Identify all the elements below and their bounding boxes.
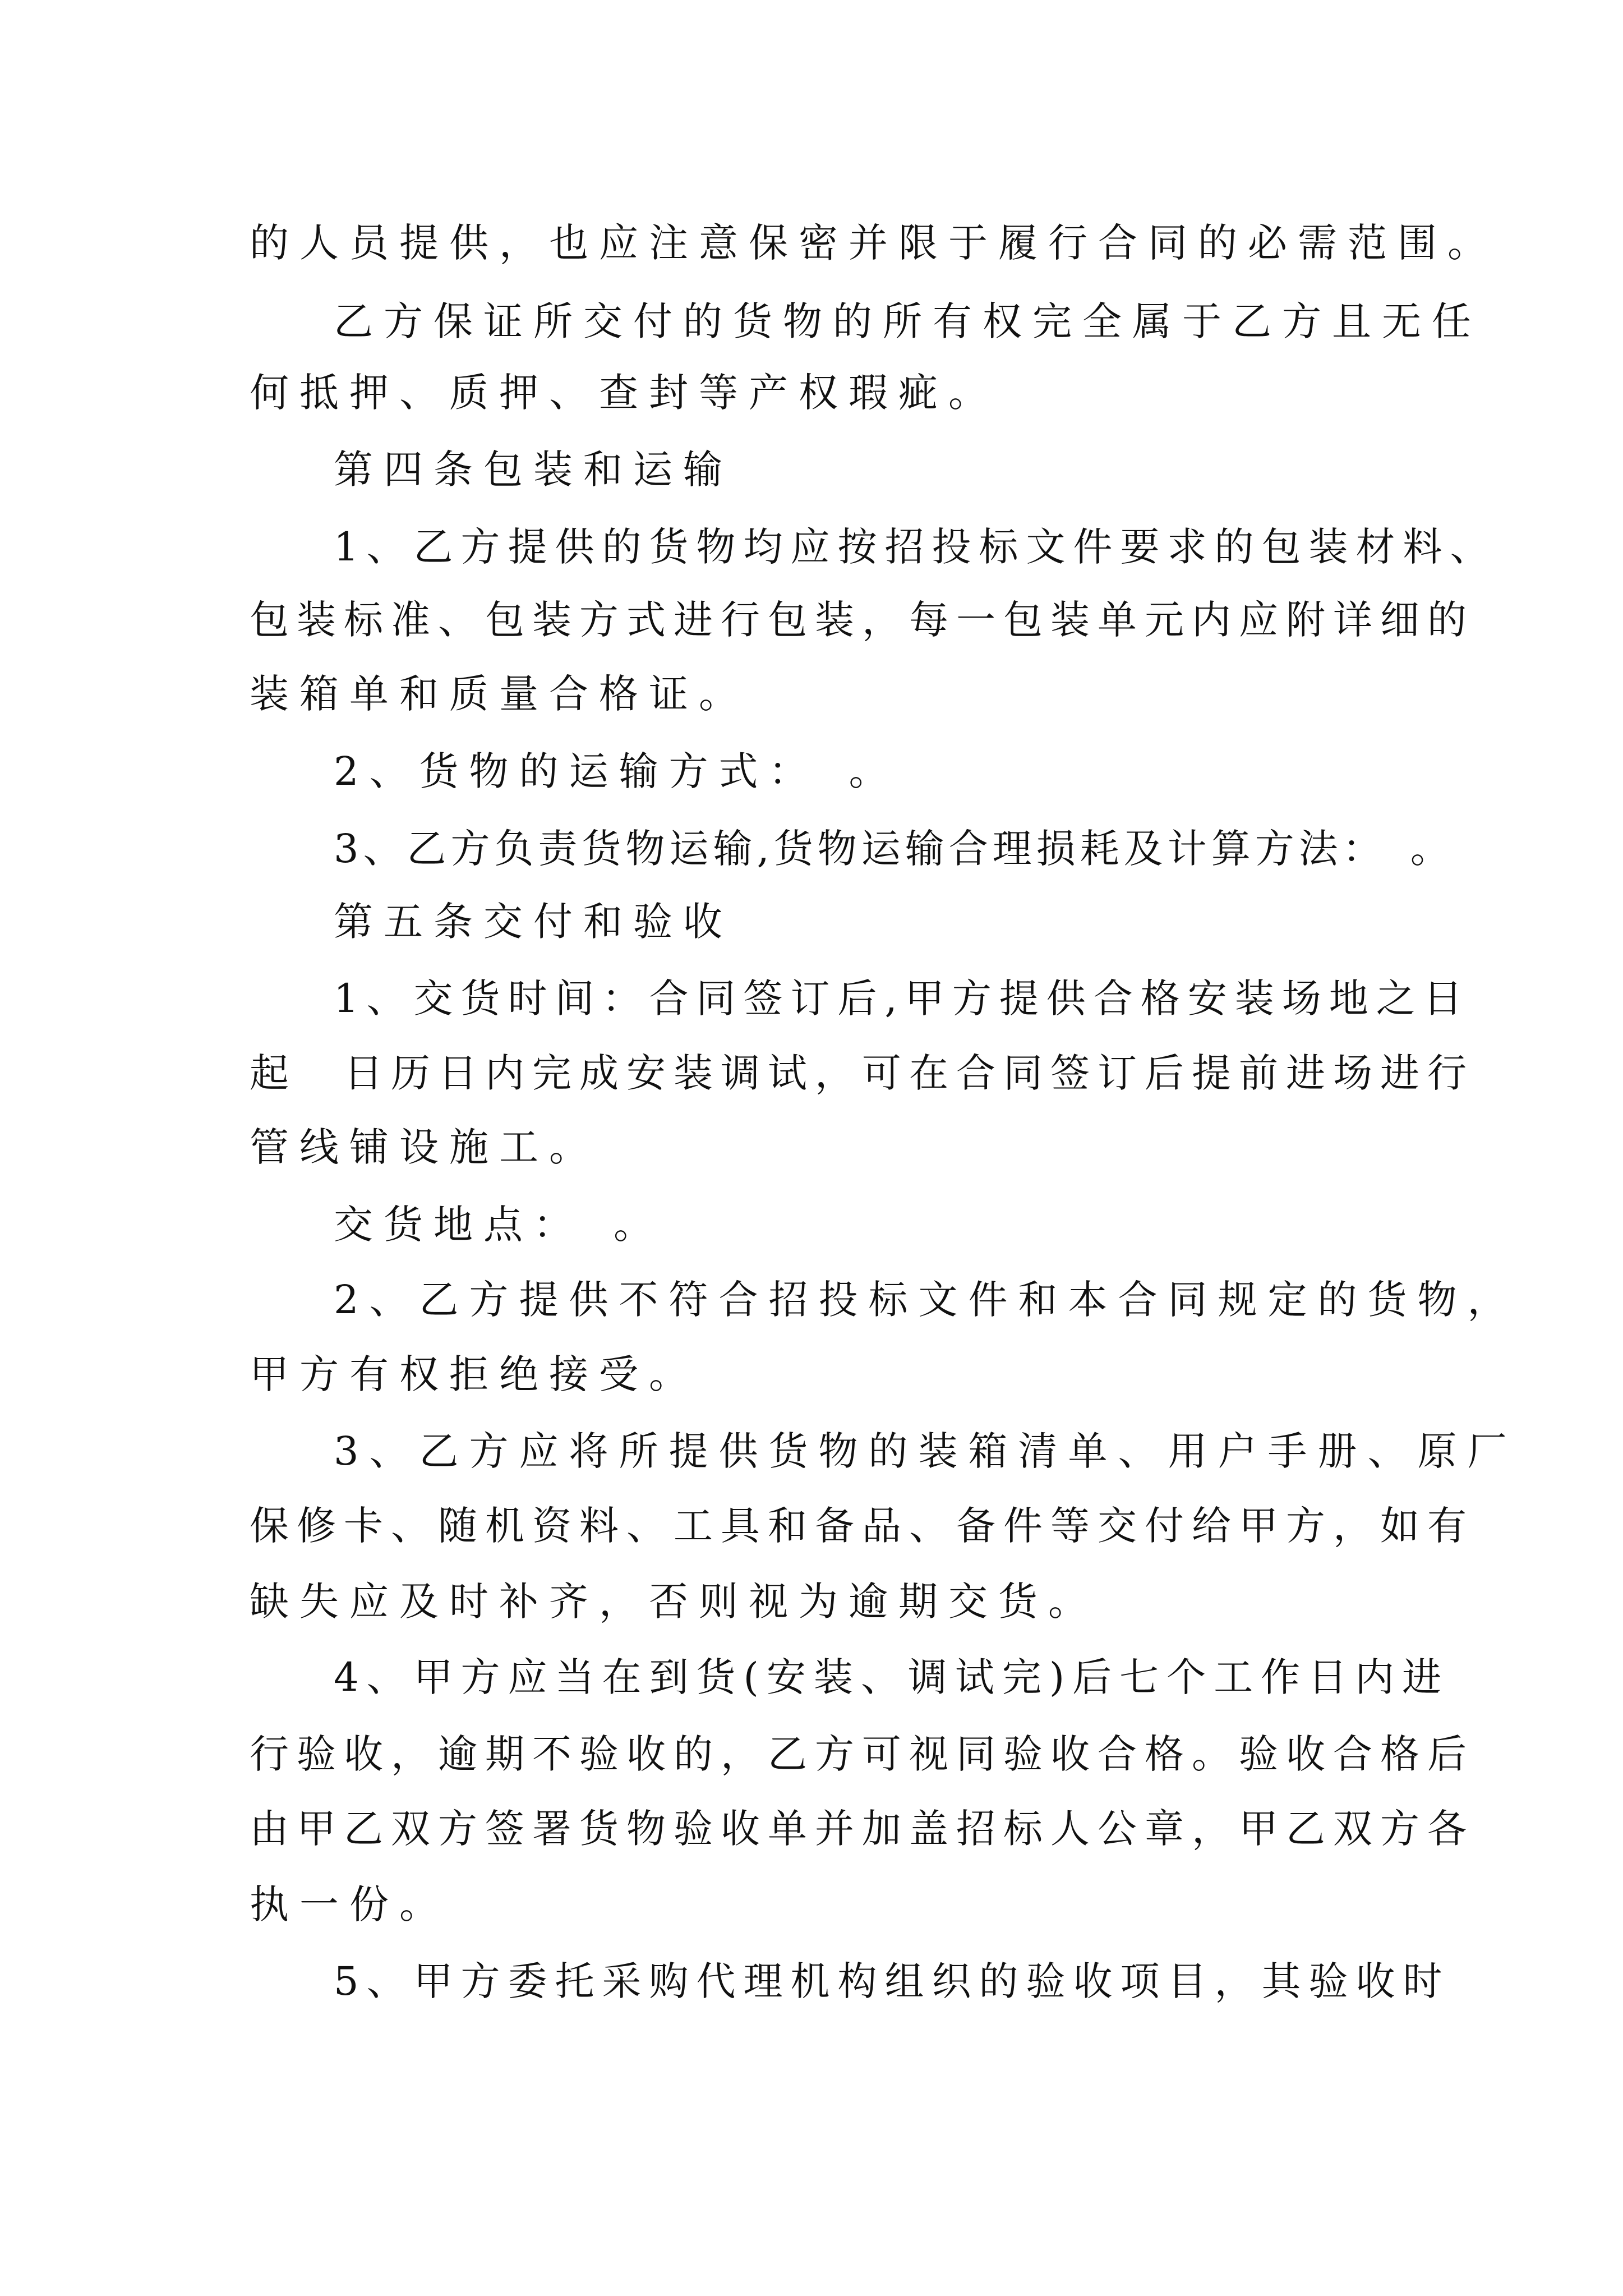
paragraph-line: 3、乙方应将所提供货物的装箱清单、用户手册、原厂 [334, 1428, 1518, 1474]
paragraph-line: 装箱单和质量合格证。 [250, 671, 749, 717]
paragraph-line: 4、甲方应当在到货(安装、调试完)后七个工作日内进 [334, 1654, 1450, 1700]
paragraph-line: 交货地点： 。 [334, 1202, 663, 1248]
paragraph-line: 管线铺设施工。 [250, 1124, 599, 1170]
paragraph-line: 由甲乙双方签署货物验收单并加盖招标人公章，甲乙双方各 [250, 1806, 1474, 1852]
paragraph-line: 行验收，逾期不验收的，乙方可视同验收合格。验收合格后 [250, 1731, 1474, 1777]
paragraph-line: 3、乙方负责货物运输,货物运输合理损耗及计算方法： 。 [334, 826, 1454, 872]
section-heading: 第四条包装和运输 [334, 447, 733, 493]
paragraph-line: 起 日历日内完成安装调试，可在合同签订后提前进场进行 [250, 1050, 1474, 1096]
paragraph-line: 的人员提供，也应注意保密并限于履行合同的必需范围。 [250, 220, 1497, 266]
paragraph-line: 1、乙方提供的货物均应按招投标文件要求的包装材料、 [334, 524, 1497, 570]
paragraph-line: 2、货物的运输方式： 。 [334, 748, 899, 794]
paragraph-line: 甲方有权拒绝接受。 [250, 1351, 699, 1397]
paragraph-line: 2、乙方提供不符合招投标文件和本合同规定的货物， [334, 1277, 1518, 1323]
paragraph-line: 乙方保证所交付的货物的所有权完全属于乙方且无任 [334, 298, 1482, 344]
section-heading: 第五条交付和验收 [334, 899, 733, 945]
paragraph-line: 包装标准、包装方式进行包装，每一包装单元内应附详细的 [250, 597, 1474, 643]
paragraph-line: 5、甲方委托采购代理机构组织的验收项目，其验收时 [334, 1958, 1450, 2004]
paragraph-line: 缺失应及时补齐，否则视为逾期交货。 [250, 1579, 1098, 1625]
paragraph-line: 1、交货时间：合同签订后,甲方提供合格安装场地之日 [334, 976, 1470, 1022]
paragraph-line: 执一份。 [250, 1881, 449, 1927]
paragraph-line: 保修卡、随机资料、工具和备品、备件等交付给甲方，如有 [250, 1503, 1474, 1549]
paragraph-line: 何抵押、质押、查封等产权瑕疵。 [250, 370, 998, 416]
